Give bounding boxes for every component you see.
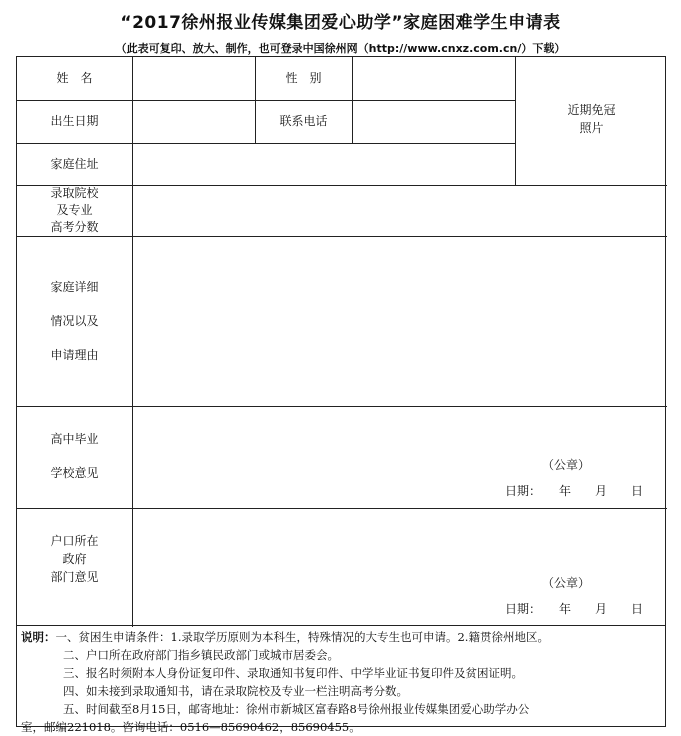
name-label: 姓 名 (56, 71, 93, 85)
family-input[interactable] (133, 236, 667, 406)
admission-input[interactable] (133, 185, 667, 236)
note-item: 一、贫困生申请条件：1.录取学历原则为本科生，特殊情况的大专生也可申请。2.籍贯徐州地区。 (55, 630, 549, 644)
hukou-opinion-input[interactable] (133, 508, 667, 626)
hukou-opinion-label: 户口所在 政府 部门意见 (50, 534, 99, 584)
family-label: 家庭详细 情况以及 申请理由 (50, 280, 99, 362)
hukou-date: 日期： 年 月 日 (505, 602, 644, 616)
photo-box[interactable] (516, 57, 667, 185)
notes-section (16, 626, 666, 734)
form-title: “2017徐州报业传媒集团爱心助学”家庭困难学生申请表 (120, 13, 561, 33)
phone-input[interactable] (353, 100, 515, 143)
admission-label: 录取院校 及专业 高考分数 (50, 186, 99, 234)
name-input[interactable] (133, 57, 255, 100)
school-seal: （公章） (542, 458, 591, 472)
note-item: 二、户口所在政府部门指乡镇民政部门或城市居委会。 (63, 648, 339, 662)
note-item: 五、时间截至8月15日，邮寄地址：徐州市新城区富春路8号徐州报业传媒集团爱心助学办公 (63, 702, 530, 716)
photo-label-line1: 近期免冠 (567, 103, 616, 117)
school-opinion-input[interactable] (133, 406, 667, 508)
hukou-seal: （公章） (542, 576, 591, 590)
photo-label-line2: 照片 (579, 121, 604, 135)
application-form-table (16, 56, 666, 626)
notes-label: 说明： (21, 630, 56, 644)
birthdate-input[interactable] (133, 100, 255, 143)
address-label: 家庭住址 (50, 157, 99, 171)
note-item: 室，邮编221018。咨询电话：0516—85690462，85690455。 (21, 720, 361, 734)
school-date: 日期： 年 月 日 (505, 484, 644, 498)
note-item: 三、报名时须附本人身份证复印件、录取通知书复印件、中学毕业证书复印件及贫困证明。 (63, 666, 523, 680)
school-opinion-label: 高中毕业 学校意见 (50, 432, 99, 480)
note-item: 四、如未接到录取通知书，请在录取院校及专业一栏注明高考分数。 (63, 684, 408, 698)
gender-input[interactable] (353, 57, 515, 100)
form-subtitle: （此表可复印、放大、制作，也可登录中国徐州网（http://www.cnxz.com.cn/）下载） (115, 42, 566, 55)
address-input[interactable] (133, 143, 515, 185)
gender-label: 性 别 (285, 71, 322, 85)
birthdate-label: 出生日期 (50, 114, 99, 128)
phone-label: 联系电话 (279, 114, 328, 128)
